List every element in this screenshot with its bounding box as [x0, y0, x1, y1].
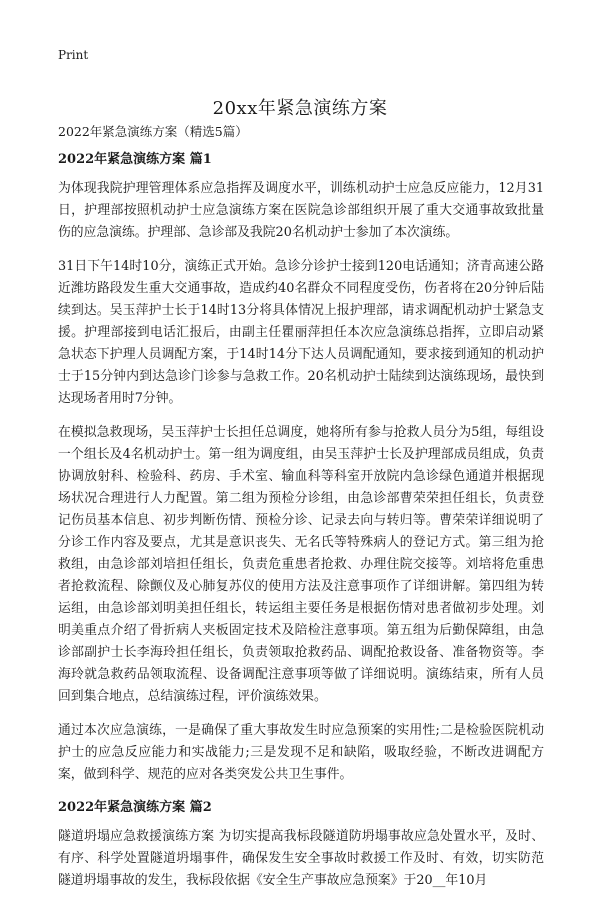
- page-title: 20xx年紧急演练方案: [212, 98, 388, 120]
- section-1: [58, 150, 544, 786]
- section-heading: 2022年紧急演练方案 篇2: [58, 800, 212, 815]
- document-body: [58, 150, 544, 904]
- paragraph: 通过本次应急演练，一是确保了重大事故发生时应急预案的实用性;二是检验医院机动护士的应急反应能力和实战能力;三是发现不足和缺陷，吸取经验，不断改进调配方案，做到科学、规范的应对各类突发公共卫生事件。: [58, 723, 544, 782]
- section-heading: 2022年紧急演练方案 篇1: [58, 152, 212, 167]
- section-2: [58, 798, 544, 892]
- paragraph: 31日下午14时10分，演练正式开始。急诊分诊护士接到120电话通知；济青高速公路近潍坊路段发生重大交通事故，造成约40名群众不同程度受伤，伤者将在20分钟后陆续到达。吴玉萍护士长于14时13分将具体情况上报护理部，请求调配机动护士紧急支援。护理部接到电话汇报后，由副主任瞿丽萍担任本次应急演练总指挥，立即启动紧急状态下护理人员调配方案，于14时14分下达人员调配通知，要求接到通知的机动护士于15分钟内到达急诊门诊参与急救工作。20名机动护士陆续到达演练现场，最快到达现场者用时7分钟。: [58, 259, 544, 406]
- print-link[interactable]: Print: [58, 48, 89, 62]
- paragraph: 隧道坍塌应急救援演练方案 为切实提高我标段隧道防坍塌事故应急处置水平，及时、有序、科学处置隧道坍塌事件，确保发生安全事故时救援工作及时、有效，切实防范隧道坍塌事故的发生，我标段依据《安全生产事故应急预案》于20__年10月: [58, 829, 544, 888]
- document-subtitle: 2022年紧急演练方案（精选5篇）: [58, 124, 248, 139]
- paragraph: 在模拟急救现场，吴玉萍护士长担任总调度，她将所有参与抢救人员分为5组，每组设一个组长及4名机动护士。第一组为调度组，由吴玉萍护士长及护理部成员组成，负责协调放射科、检验科、药房、手术室、输血科等科室开放院内急诊绿色通道并根据现场状况合理进行人力配置。第二组为预检分诊组，由急诊部曹荣荣担任组长，负责登记伤员基本信息、初步判断伤情、预检分诊、记录去向与转归等。曹荣荣详细说明了分诊工作内容及要点，尤其是意识丧失、无名氏等特殊病人的登记方式。第三组为抢救组，由急诊部刘培担任组长，负责危重患者抢救、办理住院交接等。刘培将危重患者抢救流程、除颤仪及心肺复苏仪的使用方法及注意事项作了详细讲解。第四组为转运组，由急诊部刘明美担任组长，转运组主要任务是根据伤情对患者做初步处理。刘明美重点介绍了骨折病人夹板固定技术及陪检注意事项。第五组为后勤保障组，由急诊部副护士长李海玲担任组长，负责领取抢救药品、调配抢救设备、准备物资等。李海玲就急救药品领取流程、设备调配注意事项等做了详细说明。演练结束，所有人员回到集合地点，总结演练过程，评价演练效果。: [58, 425, 544, 704]
- paragraph: 为体现我院护理管理体系应急指挥及调度水平，训练机动护士应急反应能力，12月31日，护理部按照机动护士应急演练方案在医院急诊部组织开展了重大交通事故致批量伤的应急演练。护理部、急诊部及我院20名机动护士参加了本次演练。: [58, 181, 544, 240]
